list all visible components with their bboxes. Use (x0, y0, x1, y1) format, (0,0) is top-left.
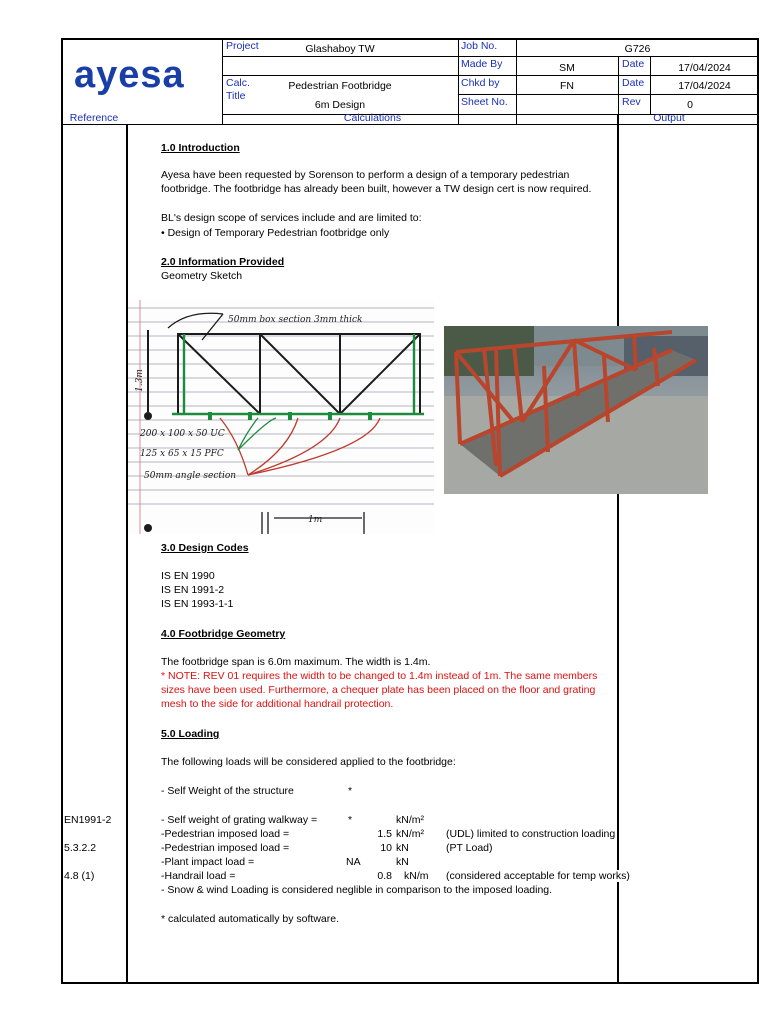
intro-paragraph-line: Ayesa have been requested by Sorenson to perform a design of a temporary pedestrian (161, 169, 570, 181)
load-label: - Self weight of grating walkway = (161, 814, 318, 826)
revision-note-line: mesh to the side for additional handrail protection. (161, 698, 394, 710)
load-unit: kN/m² (396, 814, 424, 826)
made-by-value: SM (559, 62, 575, 74)
design-code: IS EN 1990 (161, 570, 215, 582)
project-label: Project (226, 40, 259, 52)
sketch-label: 1.3m (135, 369, 145, 392)
chkd-by-value: FN (560, 80, 574, 92)
footnote: * calculated automatically by software. (161, 913, 340, 925)
load-note: (considered acceptable for temp works) (446, 870, 630, 882)
load-unit: kN/m² (396, 828, 424, 840)
header-divider (458, 94, 759, 95)
geometry-paragraph: The footbridge span is 6.0m maximum. The width is 1.4m. (161, 656, 431, 668)
sketch-label: 1m (308, 515, 323, 525)
footbridge-photo (444, 326, 708, 494)
load-value: 10 (380, 842, 392, 854)
calc-title-line1: Pedestrian Footbridge (288, 80, 392, 92)
design-code: IS EN 1991-2 (161, 584, 225, 596)
job-no-label: Job No. (461, 40, 498, 52)
reference-code: 4.8 (1) (64, 870, 95, 882)
sketch-label: 50mm angle section (144, 471, 237, 481)
sketch-label: 50mm box section 3mm thick (228, 315, 363, 325)
load-value: * (348, 785, 353, 797)
job-no-value: G726 (624, 43, 651, 55)
calculations-heading: Calculations (343, 112, 402, 124)
section-heading-design-codes: 3.0 Design Codes (161, 542, 249, 554)
output-column-divider (617, 114, 619, 984)
calc-title-line2: 6m Design (314, 99, 366, 111)
revision-note-line: sizes have been used. Furthermore, a chequer plate has been placed on the floor and grating (161, 684, 596, 696)
reference-code: 5.3.2.2 (64, 842, 97, 854)
section-heading-introduction: 1.0 Introduction (161, 142, 240, 154)
load-label: -Handrail load = (161, 870, 236, 882)
intro-paragraph-line: footbridge. The footbridge has already been built, however a TW design cert is now required. (161, 183, 592, 195)
revision-note-line: * NOTE: REV 01 requires the width to be changed to 1.4m instead of 1m. The same members (161, 670, 598, 682)
ayesa-logo (70, 52, 215, 98)
geometry-sketch-image (128, 300, 434, 534)
made-by-label: Made By (461, 58, 503, 70)
load-label: -Pedestrian imposed load = (161, 842, 290, 854)
design-code: IS EN 1993-1-1 (161, 598, 234, 610)
scope-paragraph: BL's design scope of services include and are limited to: (161, 212, 422, 224)
load-value: 0.8 (377, 870, 392, 882)
section-heading-geometry: 4.0 Footbridge Geometry (161, 628, 286, 640)
reference-code: EN1991-2 (64, 814, 112, 826)
header-divider (61, 124, 759, 125)
load-label: -Plant impact load = (161, 856, 255, 868)
date-value-2: 17/04/2024 (678, 80, 731, 92)
geometry-sketch-caption: Geometry Sketch (161, 270, 243, 282)
section-heading-loading: 5.0 Loading (161, 728, 220, 740)
load-label: - Snow & wind Loading is considered neglible in comparison to the imposed loading. (161, 884, 553, 896)
load-unit: kN (396, 856, 409, 868)
load-value: * (348, 814, 353, 826)
chkd-by-label: Chkd by (461, 77, 500, 89)
sketch-label: 200 x 100 x 50 UC (140, 429, 225, 439)
load-note: (UDL) limited to construction loading (446, 828, 616, 840)
load-value: 1.5 (377, 828, 392, 840)
load-label: - Self Weight of the structure (161, 785, 294, 797)
section-heading-information: 2.0 Information Provided (161, 256, 285, 268)
rev-value: 0 (687, 99, 693, 111)
loading-intro: The following loads will be considered applied to the footbridge: (161, 756, 456, 768)
load-value: NA (346, 856, 361, 868)
header-divider (222, 75, 759, 76)
load-unit: kN (396, 842, 409, 854)
load-note: (PT Load) (446, 842, 493, 854)
sketch-label: 125 x 65 x 15 PFC (140, 449, 224, 459)
date-label: Date (622, 58, 645, 70)
project-value: Glashaboy TW (305, 43, 375, 55)
calc-title-label: Calc. Title (226, 77, 250, 102)
rev-label: Rev (622, 96, 641, 108)
reference-column-divider (126, 124, 128, 984)
reference-heading: Reference (69, 112, 119, 124)
load-unit: kN/m (404, 870, 429, 882)
date-label: Date (622, 77, 645, 89)
svg-text:ayesa: ayesa (74, 54, 185, 96)
scope-bullet: • Design of Temporary Pedestrian footbridge only (161, 227, 390, 239)
header-divider (222, 56, 759, 57)
load-label: -Pedestrian imposed load = (161, 828, 290, 840)
date-value-1: 17/04/2024 (678, 62, 731, 74)
sheet-no-label: Sheet No. (461, 96, 508, 108)
output-heading: Output (653, 112, 685, 124)
